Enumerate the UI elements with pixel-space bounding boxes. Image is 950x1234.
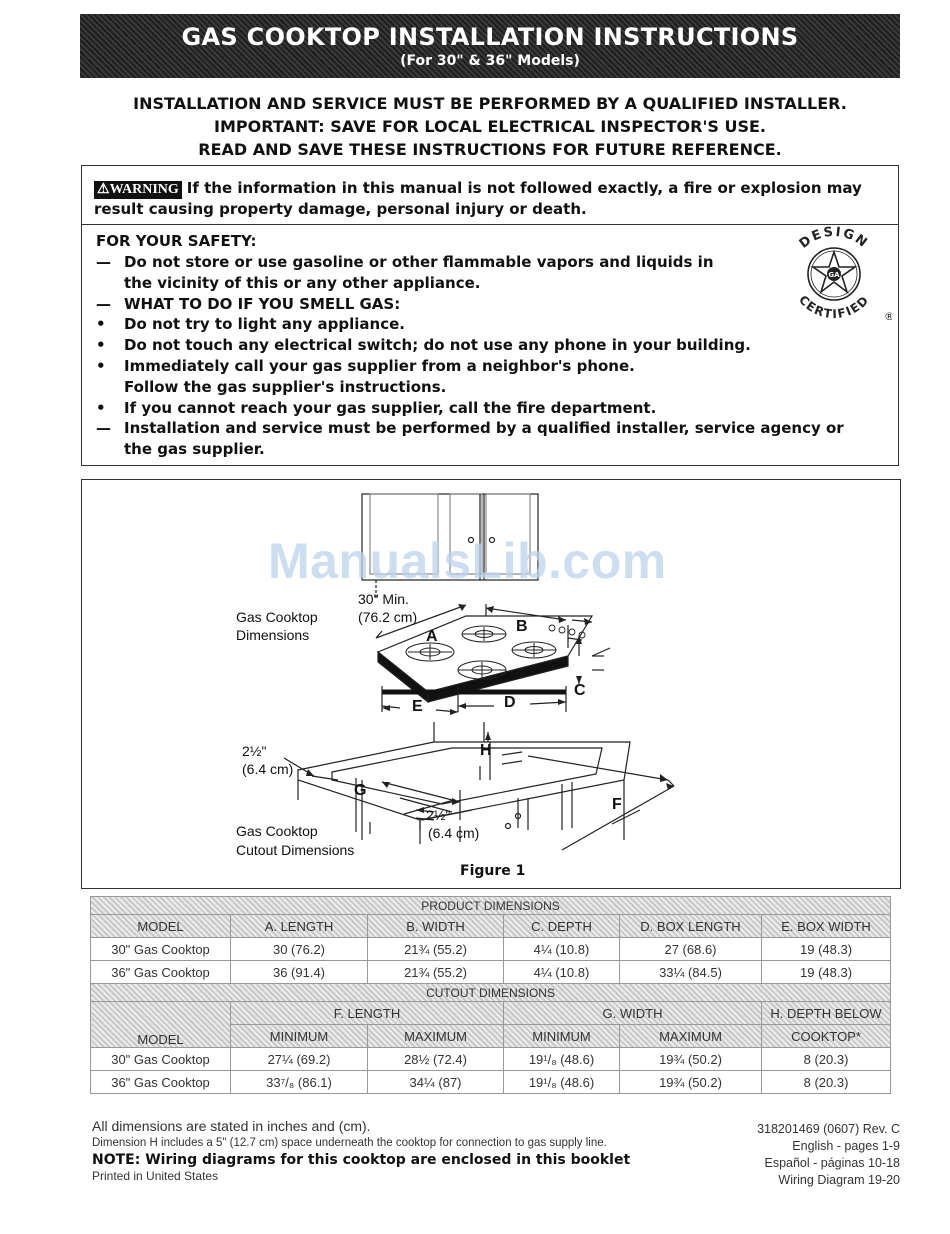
design-certified-seal-icon xyxy=(774,214,892,332)
product-dimensions-title: PRODUCT DIMENSIONS xyxy=(91,897,891,915)
safety-line-text: Follow the gas supplier's instructions. xyxy=(124,377,447,396)
dimension-a-label: A xyxy=(426,628,438,645)
footer-right xyxy=(757,1121,900,1189)
table-cell: 27 (68.6) xyxy=(620,938,762,961)
warning-label-text: WARNING xyxy=(109,182,179,197)
title-banner xyxy=(80,14,900,78)
g-width-header: G. WIDTH xyxy=(504,1002,762,1025)
units-note: All dimensions are stated in inches and (cm). xyxy=(92,1118,371,1134)
safety-line xyxy=(96,314,816,335)
spanish-pages: Español - páginas 10-18 xyxy=(764,1156,900,1170)
table-cell: 27¼ (69.2) xyxy=(231,1048,368,1071)
cooktop-dims-label-2: Dimensions xyxy=(236,627,310,643)
right-offset-metric: (6.4 cm) xyxy=(428,825,480,841)
figure-caption: Figure 1 xyxy=(460,863,526,879)
column-header: C. DEPTH xyxy=(504,915,620,938)
safety-line-text: Immediately call your gas supplier from a neighbor's phone. xyxy=(124,356,635,375)
column-header: E. BOX WIDTH xyxy=(762,915,891,938)
safety-line xyxy=(96,418,844,439)
list-marker: — xyxy=(96,419,111,438)
dimension-h-label: H xyxy=(480,742,492,759)
table-cell: 19 (48.3) xyxy=(762,938,891,961)
table-cell: 19¾ (50.2) xyxy=(620,1048,762,1071)
left-offset-label: 2½" xyxy=(242,743,267,759)
cooktop-dims-label-1: Gas Cooktop xyxy=(236,609,318,625)
figure-1 xyxy=(81,479,901,889)
installation-notice xyxy=(80,92,900,161)
product-header-row xyxy=(91,915,891,938)
table-cell: 36" Gas Cooktop xyxy=(91,1071,231,1094)
watermark: ManualsLib.com xyxy=(268,533,667,589)
notice-line-3: READ AND SAVE THESE INSTRUCTIONS FOR FUTURE REFERENCE. xyxy=(198,140,782,159)
table-row xyxy=(91,1048,891,1071)
list-marker: • xyxy=(96,398,106,417)
footer-notes xyxy=(92,1117,630,1184)
dimension-b-label: B xyxy=(516,618,528,635)
warning-text: If the information in this manual is not followed exactly, a fire or explosion may result causing property damage, personal injury or death. xyxy=(94,179,862,218)
cutout-dims-label-1: Gas Cooktop xyxy=(236,823,318,839)
document-title: GAS COOKTOP INSTALLATION INSTRUCTIONS xyxy=(181,23,799,51)
table-cell: 8 (20.3) xyxy=(762,1048,891,1071)
notice-line-1: INSTALLATION AND SERVICE MUST BE PERFORMED BY A QUALIFIED INSTALLER. xyxy=(133,94,847,113)
list-marker: — xyxy=(96,294,111,313)
notice-line-2: IMPORTANT: SAVE FOR LOCAL ELECTRICAL INSPECTOR'S USE. xyxy=(214,117,766,136)
h-depth-header: H. DEPTH BELOW xyxy=(762,1002,891,1025)
table-cell: 4¼ (10.8) xyxy=(504,938,620,961)
table-row xyxy=(91,938,891,961)
table-cell: 30" Gas Cooktop xyxy=(91,938,231,961)
table-cell: 19¹/₈ (48.6) xyxy=(504,1048,620,1071)
safety-line xyxy=(96,294,816,315)
column-header: B. WIDTH xyxy=(368,915,504,938)
column-header: D. BOX LENGTH xyxy=(620,915,762,938)
safety-line-text: Do not try to light any appliance. xyxy=(124,315,405,334)
g-maximum-header: MAXIMUM xyxy=(620,1025,762,1048)
wiring-diagram-pages: Wiring Diagram 19-20 xyxy=(778,1173,900,1187)
svg-text:®: ® xyxy=(884,310,892,323)
printed-in: Printed in United States xyxy=(92,1169,219,1183)
table-cell: 8 (20.3) xyxy=(762,1071,891,1094)
warning-triangle-icon: ⚠ xyxy=(97,182,110,197)
table-cell: 30 (76.2) xyxy=(231,938,368,961)
cutout-dims-label-2: Cutout Dimensions xyxy=(236,842,355,858)
svg-text:GA: GA xyxy=(828,271,840,279)
safety-line xyxy=(96,252,816,273)
dimensions-table xyxy=(90,896,891,1094)
table-cell: 19¾ (50.2) xyxy=(620,1071,762,1094)
safety-line-text: Do not touch any electrical switch; do not use any phone in your building. xyxy=(124,336,751,355)
min-clearance-label: 30" Min. xyxy=(358,591,409,607)
table-cell: 19¹/₈ (48.6) xyxy=(504,1071,620,1094)
dimension-f-label: F xyxy=(612,796,622,813)
list-marker: • xyxy=(96,356,106,375)
safety-line xyxy=(96,273,816,294)
table-cell: 36" Gas Cooktop xyxy=(91,961,231,984)
svg-text:CERTIFIED: CERTIFIED xyxy=(795,292,873,322)
f-length-header: F. LENGTH xyxy=(231,1002,504,1025)
safety-line-text: the gas supplier. xyxy=(124,440,265,459)
column-header: A. LENGTH xyxy=(231,915,368,938)
table-row xyxy=(91,1071,891,1094)
cutout-dimensions-title: CUTOUT DIMENSIONS xyxy=(91,984,891,1002)
dimension-c-label: C xyxy=(574,682,586,699)
safety-line xyxy=(96,439,816,460)
dimension-g-label: G xyxy=(354,782,367,799)
table-cell: 21¾ (55.2) xyxy=(368,961,504,984)
list-marker: — xyxy=(96,253,111,271)
column-header: MODEL xyxy=(91,915,231,938)
table-cell: 33¼ (84.5) xyxy=(620,961,762,984)
safety-line-text: If you cannot reach your gas supplier, call the fire department. xyxy=(124,398,657,417)
safety-title: FOR YOUR SAFETY: xyxy=(96,232,257,250)
table-cell: 36 (91.4) xyxy=(231,961,368,984)
table-row xyxy=(91,961,891,984)
left-offset-metric: (6.4 cm) xyxy=(242,761,294,777)
document-subtitle: (For 30" & 36" Models) xyxy=(400,53,580,69)
list-marker: • xyxy=(96,336,106,355)
dimension-h-note: Dimension H includes a 5" (12.7 cm) space underneath the cooktop for connection to gas supply line. xyxy=(92,1137,607,1149)
f-minimum-header: MINIMUM xyxy=(231,1025,368,1048)
safety-line-text: WHAT TO DO IF YOU SMELL GAS: xyxy=(124,294,401,313)
table-cell: 4¼ (10.8) xyxy=(504,961,620,984)
table-cell: 19 (48.3) xyxy=(762,961,891,984)
table-cell: 21¾ (55.2) xyxy=(368,938,504,961)
list-marker: • xyxy=(96,315,106,334)
warning-label xyxy=(94,181,182,199)
right-offset-label: 2½" xyxy=(426,807,451,823)
wiring-diagram-note: NOTE: Wiring diagrams for this cooktop are enclosed in this booklet xyxy=(92,1152,631,1168)
svg-text:DESIGN: DESIGN xyxy=(796,224,872,252)
cutout-model-header-text: MODEL xyxy=(137,1032,184,1047)
table-cell: 28½ (72.4) xyxy=(368,1048,504,1071)
g-minimum-header: MINIMUM xyxy=(504,1025,620,1048)
f-maximum-header: MAXIMUM xyxy=(368,1025,504,1048)
english-pages: English - pages 1-9 xyxy=(792,1139,900,1153)
table-cell: 34¼ (87) xyxy=(368,1071,504,1094)
safety-box xyxy=(81,165,899,466)
safety-line-text: the vicinity of this or any other appliance. xyxy=(124,273,481,292)
min-clearance-metric: (76.2 cm) xyxy=(358,609,418,625)
safety-line-text: Do not store or use gasoline or other flammable vapors and liquids in xyxy=(124,253,714,271)
safety-line xyxy=(96,377,816,398)
safety-line xyxy=(96,398,816,419)
table-cell: 33⁷/₈ (86.1) xyxy=(231,1071,368,1094)
safety-line xyxy=(96,356,816,377)
h-cooktop-header: COOKTOP* xyxy=(762,1025,891,1048)
part-number: 318201469 (0607) Rev. C xyxy=(757,1122,900,1136)
safety-line-text: Installation and service must be performed by a qualified installer, service agency or xyxy=(124,419,844,438)
safety-line xyxy=(96,335,816,356)
dimension-e-label: E xyxy=(412,698,423,715)
cutout-model-header xyxy=(91,1002,231,1048)
table-cell: 30" Gas Cooktop xyxy=(91,1048,231,1071)
dimension-d-label: D xyxy=(504,694,516,711)
